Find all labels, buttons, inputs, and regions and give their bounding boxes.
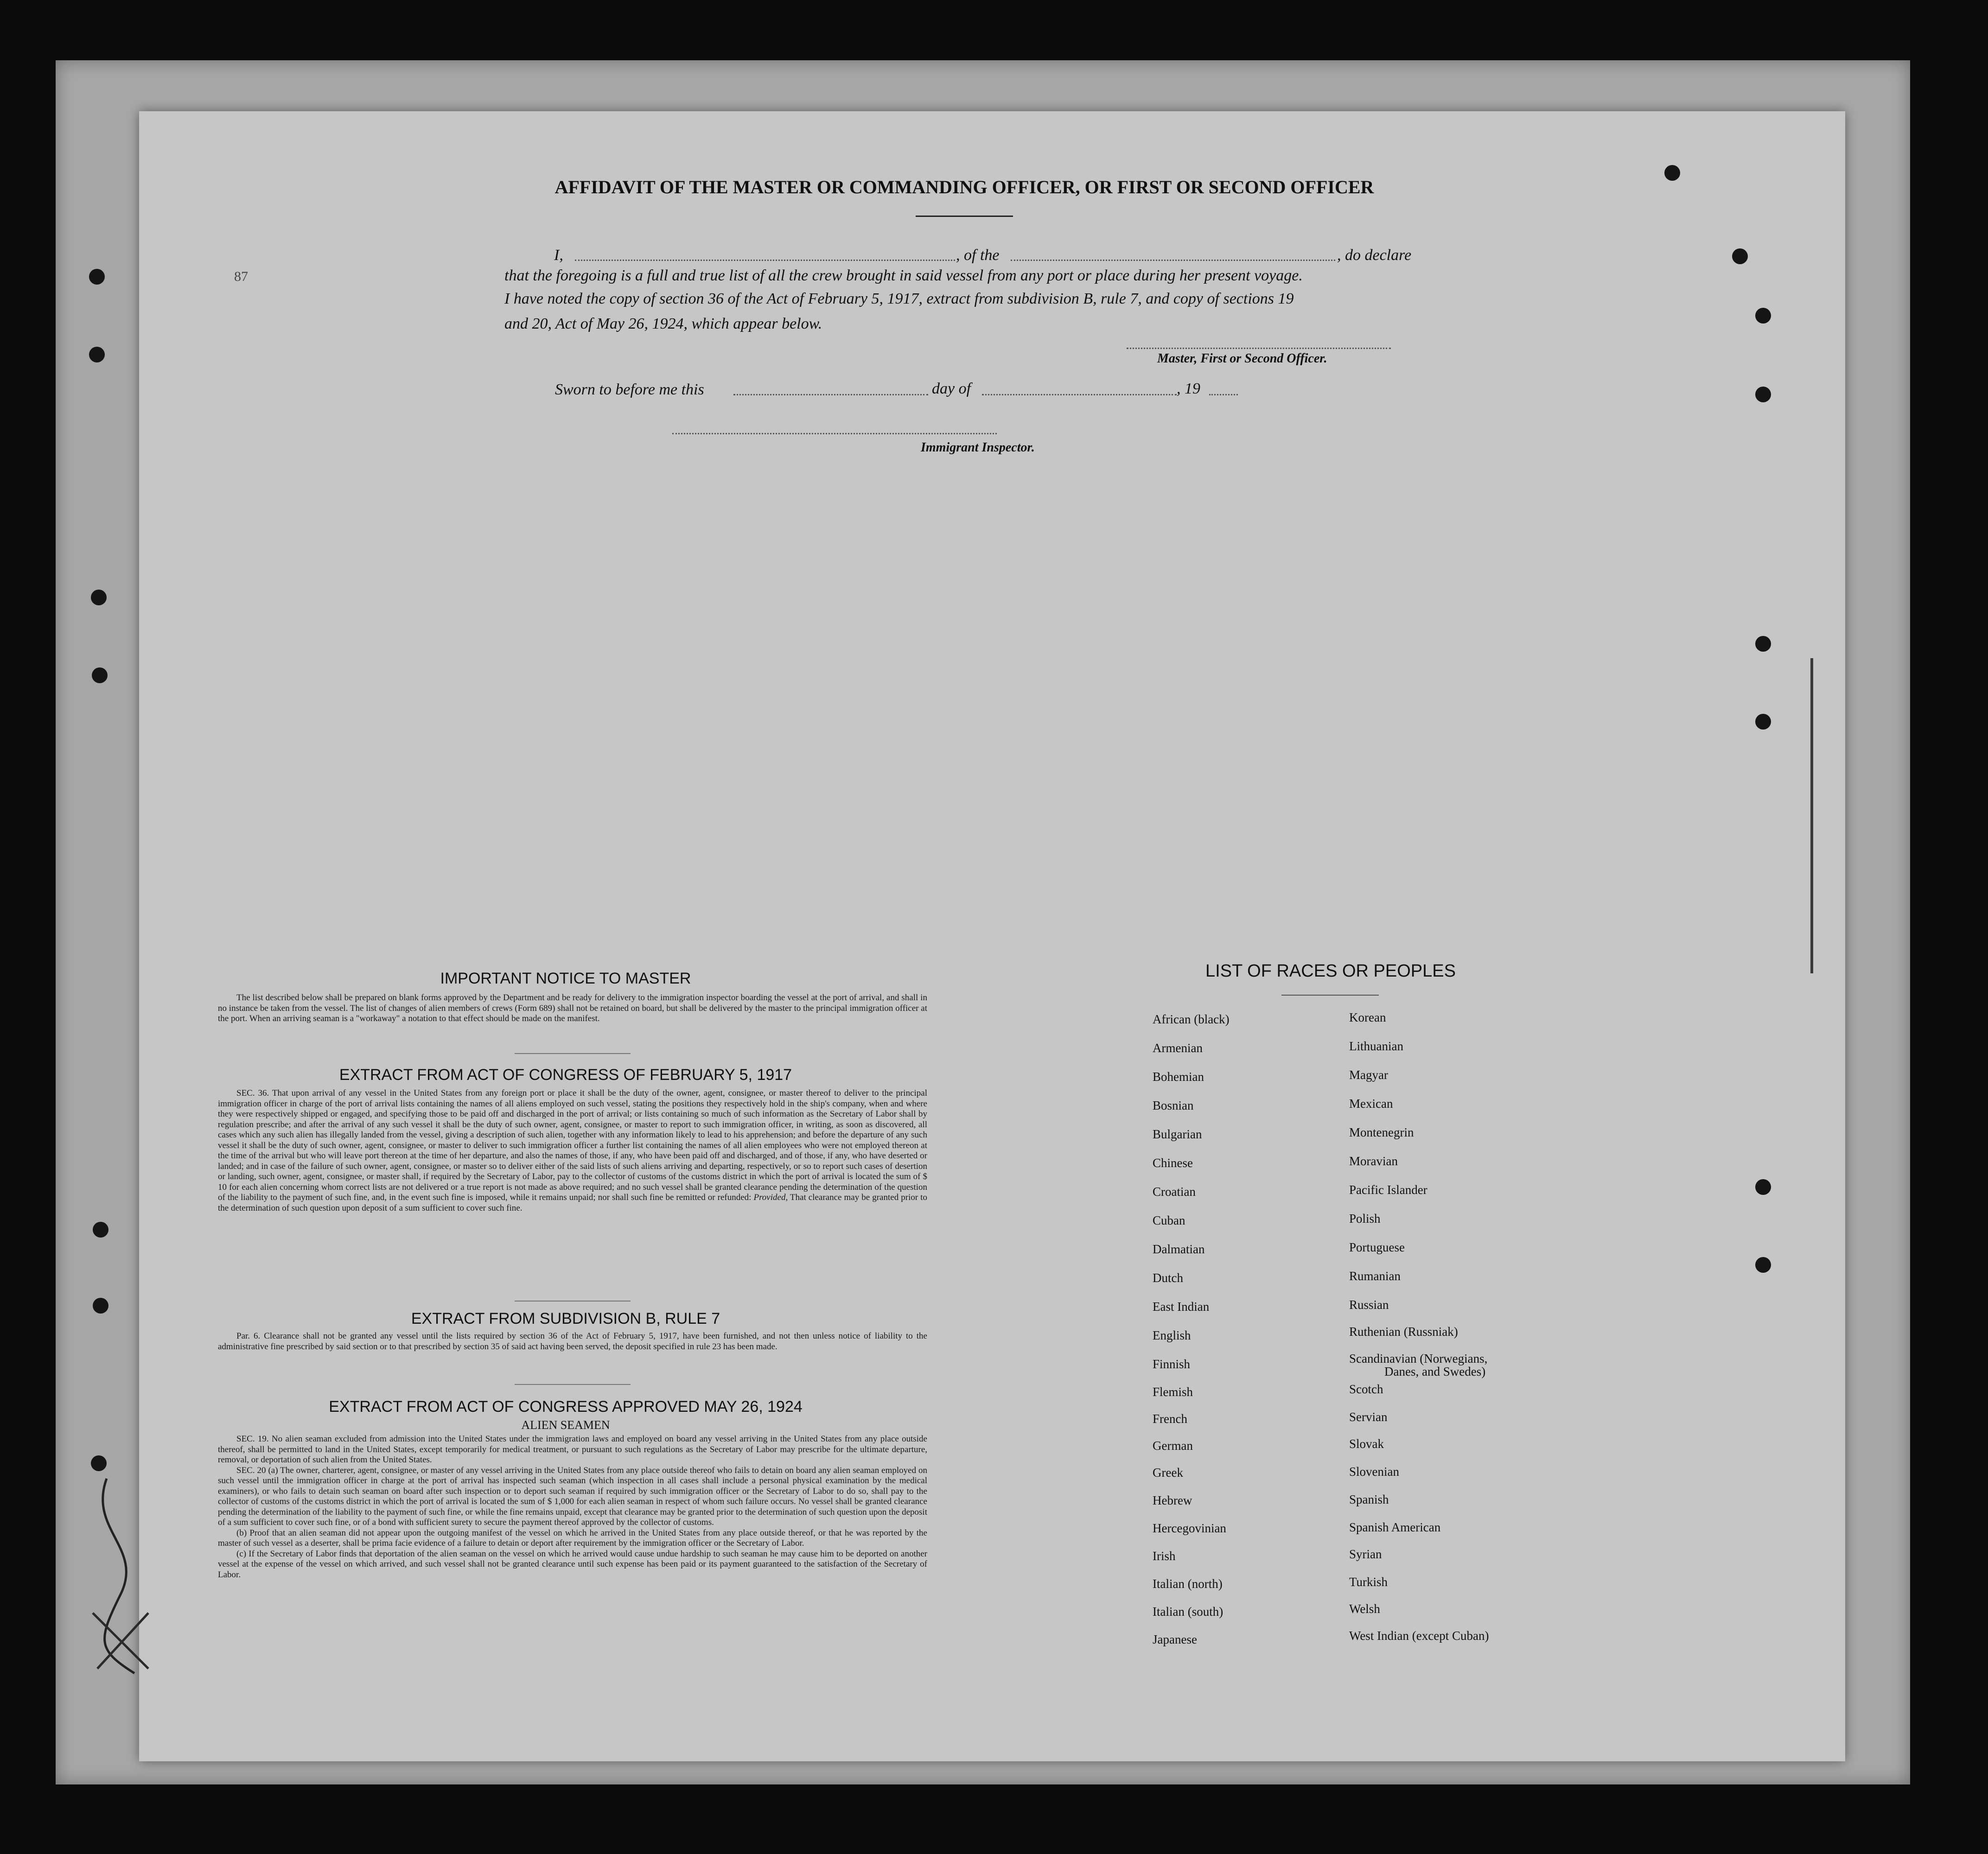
race-item: Armenian <box>1153 1041 1203 1055</box>
affidavit-title: AFFIDAVIT OF THE MASTER OR COMMANDING OFFICER, OR FIRST OR SECOND OFFICER <box>554 177 1374 197</box>
race-item: Cuban <box>1153 1213 1185 1227</box>
notice-title: IMPORTANT NOTICE TO MASTER <box>440 970 691 987</box>
race-item: Syrian <box>1349 1547 1382 1561</box>
master-signature-label: Master, First or Second Officer. <box>1157 351 1327 366</box>
inspector-label: Immigrant Inspector. <box>921 440 1035 455</box>
binder-hole <box>1755 1179 1771 1195</box>
race-item: Dutch <box>1153 1271 1183 1285</box>
affidavit-line-4: and 20, Act of May 26, 1924, which appear below. <box>504 315 822 332</box>
section-19-paragraph: SEC. 19. No alien seaman excluded from admission into the United States under the immigration laws and employed on board any vessel arriving in the United States from any place outside thereof, shall be permitted to land in the United States, except temporarily for medical treatment, or pursuant to such regulations as the Secretary of Labor may prescribe for the ultimate departure, removal, or deportation of such alien from the United States. <box>218 1434 927 1465</box>
binder-hole <box>1755 308 1771 324</box>
race-item: Ruthenian (Russniak) <box>1349 1325 1458 1339</box>
race-item: West Indian (except Cuban) <box>1349 1629 1489 1643</box>
race-item: Scandinavian (Norwegians, <box>1349 1352 1488 1365</box>
race-item: Turkish <box>1349 1575 1388 1589</box>
race-item: Japanese <box>1153 1632 1197 1646</box>
race-item: Mexican <box>1349 1097 1393 1111</box>
race-item: Korean <box>1349 1010 1386 1024</box>
race-item: Scotch <box>1349 1382 1383 1396</box>
race-item: Slovenian <box>1349 1465 1399 1479</box>
affidavit-declare: , do declare <box>1337 247 1412 264</box>
binder-hole <box>89 347 105 362</box>
extract-1917-text <box>218 1088 927 1213</box>
race-item: Italian (south) <box>1153 1605 1223 1619</box>
race-item: Russian <box>1349 1298 1389 1312</box>
race-item: Spanish American <box>1349 1520 1441 1534</box>
race-item: Lithuanian <box>1349 1039 1403 1053</box>
binder-hole <box>93 1298 108 1314</box>
race-item: Polish <box>1349 1212 1381 1225</box>
binder-hole <box>1664 165 1680 181</box>
section-divider <box>515 1301 631 1302</box>
inspector-signature-line[interactable] <box>672 433 997 434</box>
extract-1924-text <box>218 1434 927 1580</box>
section-divider <box>515 1384 631 1385</box>
race-item: English <box>1153 1328 1191 1342</box>
race-item: Greek <box>1153 1466 1183 1479</box>
margin-mark: 87 <box>234 269 248 284</box>
page-edge-strip <box>1810 658 1813 973</box>
race-item: Moravian <box>1349 1154 1398 1168</box>
race-item: Italian (north) <box>1153 1577 1223 1591</box>
binder-hole <box>93 1222 108 1238</box>
race-item: Magyar <box>1349 1068 1388 1082</box>
sworn-month-blank[interactable] <box>982 394 1177 395</box>
binder-hole <box>91 1455 107 1471</box>
master-signature-line[interactable] <box>1127 348 1391 349</box>
races-list-title: LIST OF RACES OR PEOPLES <box>1205 961 1456 981</box>
race-item: German <box>1153 1439 1193 1453</box>
rule-7-paragraph: Par. 6. Clearance shall not be granted any vessel until the lists required by section 36 of the Act of February 5, 1917, have been furnished, and not then unless notice of liability to the administrative fine prescribed by said section or to that prescribed by section 35 of said act having been served, the deposit specified in rule 23 has been made. <box>218 1331 927 1352</box>
affidavit-of-the: , of the <box>956 247 1000 264</box>
section-20a-paragraph: SEC. 20 (a) The owner, charterer, agent, consignee, or master of any vessel arriving in the United States from any place outside thereof who fails to detain on board any alien seaman employed on such vessel until the immigration officer in charge at the port of arrival has inspected such seaman (which inspection in all cases shall include a personal physical examination by the medical examiners), or who fails to detain such seaman on board after such inspection or to deport such seaman if required by such immigration officer or the Secretary of Labor to do so, shall pay to the collector of customs of the customs district in which the port of arrival is located the sum of $ 1,000 for each alien seaman in respect of whom such failure occurs. No vessel shall be granted clearance pending the determination of the liability to the payment of such fine, or while the fine remains unpaid, except that clearance may be granted prior to the determination of such question upon the deposit of a sum sufficient to cover such fine, or of a bond with sufficient surety to secure the payment thereof approved by the collector of customs. <box>218 1465 927 1527</box>
section-20c-paragraph: (c) If the Secretary of Labor finds that deportation of the alien seaman on the vessel on which he arrived would cause undue hardship to such seaman he may cause him to be deported on another vessel at the expense of the vessel on which arrived, and such vessel shall not be granted clearance until such expense has been paid or its payment guaranteed to the satisfaction of the Secretary of Labor. <box>218 1549 927 1580</box>
extract-1917-title: EXTRACT FROM ACT OF CONGRESS OF FEBRUARY 5, 1917 <box>339 1066 792 1084</box>
race-item: Hebrew <box>1153 1493 1192 1507</box>
binder-hole <box>91 590 107 605</box>
section-divider <box>515 1053 631 1054</box>
sworn-prefix: Sworn to before me this <box>555 381 704 398</box>
section-36-end: That clearance may be granted prior to the determination of such question upon deposit of a sum sufficient to cover such fine. <box>218 1193 927 1213</box>
sworn-year: , 19 <box>1177 380 1200 397</box>
race-item: Bulgarian <box>1153 1127 1202 1141</box>
binder-hole <box>92 667 108 683</box>
proviso-word: Provided, <box>753 1193 788 1202</box>
sworn-day-blank[interactable] <box>733 394 928 395</box>
name-blank[interactable] <box>575 260 955 261</box>
race-item: Bohemian <box>1153 1070 1204 1084</box>
vessel-blank[interactable] <box>1011 260 1335 261</box>
race-item: Welsh <box>1349 1602 1380 1616</box>
race-item: Portuguese <box>1349 1240 1405 1254</box>
race-item: Montenegrin <box>1349 1125 1414 1139</box>
race-item: Servian <box>1349 1410 1388 1424</box>
race-item: Danes, and Swedes) <box>1384 1365 1486 1378</box>
extract-1924-title: EXTRACT FROM ACT OF CONGRESS APPROVED MAY 26, 1924 <box>329 1398 803 1416</box>
race-item: Rumanian <box>1349 1269 1401 1283</box>
race-item: Finnish <box>1153 1357 1191 1371</box>
sworn-day-of: day of <box>932 380 971 397</box>
notice-text <box>218 993 927 1024</box>
notice-paragraph: The list described below shall be prepared on blank forms approved by the Department and be ready for delivery to the immigration inspector boarding the vessel at the port of arrival, and shall in no instance be taken from the vessel. The list of changes of alien members of crews (Form 689) shall not be retained on board, but shall be delivered by the master to the principal immigration officer at the port. When an arriving seaman is a "workaway" a notation to that effect should be made on the manifest. <box>218 993 927 1023</box>
race-item: Irish <box>1153 1549 1176 1563</box>
race-item: Bosnian <box>1153 1098 1194 1112</box>
section-36-text: SEC. 36. That upon arrival of any vessel in the United States from any foreign port or place it shall be the duty of the owner, agent, consignee, or master thereof to deliver to the principal immigration officer in charge of the port of arrival lists containing the names of all aliens employed on such vessel, stating the positions they respectively hold in the ship's company, when and where they were respectively shipped or engaged, and specifying those to be paid off and discharged in the port of arrival; or lists containing so much of such information as the Secretary of Labor shall by regulation prescribe; and after the arrival of any such vessel it shall be the duty of such owner, agent, consignee, or master to report to such immigration officer, in writing, as soon as discovered, all cases which any such alien has illegally landed from the vessel, giving a description of such alien, together with any information likely to lead to his apprehension; and before the departure of any such vessel it shall be the duty of such owner, agent, consignee, or master to deliver to such immigration officer a further list containing the names of all alien employees who were not employed thereon at the time of the arrival but who will leave port thereon at the time of her departure, and also the names of those, if any, who have been paid off and discharged, and of those, if any, who have deserted or landed; and in case of the failure of such owner, agent, consignee, or master so to deliver either of the said lists of such aliens arriving and departing, respectively, or so to report such cases of desertion or landing, such owner, agent, consignee, or master shall, if required by the Secretary of Labor, pay to the collector of customs of the customs district in which the port of arrival is located the sum of $ 10 for each alien concerning whom correct lists are not delivered or a true report is not made as above required; and no such vessel shall be granted clearance pending the determination of the question of the liability to the payment of such fine, and, in the event such fine is imposed, while it remains unpaid; nor shall such fine be remitted or refunded: <box>218 1088 927 1202</box>
race-item: Flemish <box>1153 1385 1193 1399</box>
binder-hole <box>1755 387 1771 402</box>
affidavit-line-3: I have noted the copy of section 36 of the Act of February 5, 1917, extract from subdivision B, rule 7, and copy of sections 19 <box>504 290 1294 307</box>
rule-7-title: EXTRACT FROM SUBDIVISION B, RULE 7 <box>411 1310 720 1327</box>
race-item: French <box>1153 1412 1187 1426</box>
race-item: East Indian <box>1153 1300 1210 1314</box>
race-item: African (black) <box>1153 1012 1230 1026</box>
race-item: Croatian <box>1153 1185 1196 1199</box>
section-36-paragraph <box>218 1088 927 1213</box>
binder-hole <box>1755 714 1771 730</box>
rule-7-text <box>218 1331 927 1352</box>
races-title-rule <box>1281 995 1379 996</box>
sworn-year-blank[interactable] <box>1209 394 1238 395</box>
affidavit-i: I, <box>554 247 563 264</box>
section-20b-paragraph: (b) Proof that an alien seaman did not appear upon the outgoing manifest of the vessel on which he arrived in the United States from any place outside thereof, or that he was reported by the master of such vessel as a deserter, shall be prima facie evidence of a failure to detain or deport after requirement by the immigration officer or the Secretary of Labor. <box>218 1528 927 1548</box>
binder-hole <box>1755 636 1771 652</box>
race-item: Chinese <box>1153 1156 1193 1170</box>
binder-hole <box>1732 248 1748 264</box>
race-item: Pacific Islander <box>1349 1183 1427 1197</box>
race-item: Hercegovinian <box>1153 1521 1226 1535</box>
race-item: Slovak <box>1349 1437 1384 1451</box>
title-rule <box>916 216 1013 217</box>
alien-seamen-subtitle: ALIEN SEAMEN <box>521 1418 610 1432</box>
binding-string <box>79 1474 172 1678</box>
binder-hole <box>1755 1257 1771 1273</box>
race-item: Spanish <box>1349 1492 1389 1506</box>
affidavit-line-2: that the foregoing is a full and true list of all the crew brought in said vessel from any port or place during her present voyage. <box>504 267 1303 284</box>
race-item: Dalmatian <box>1153 1242 1205 1256</box>
binder-hole <box>89 269 105 285</box>
